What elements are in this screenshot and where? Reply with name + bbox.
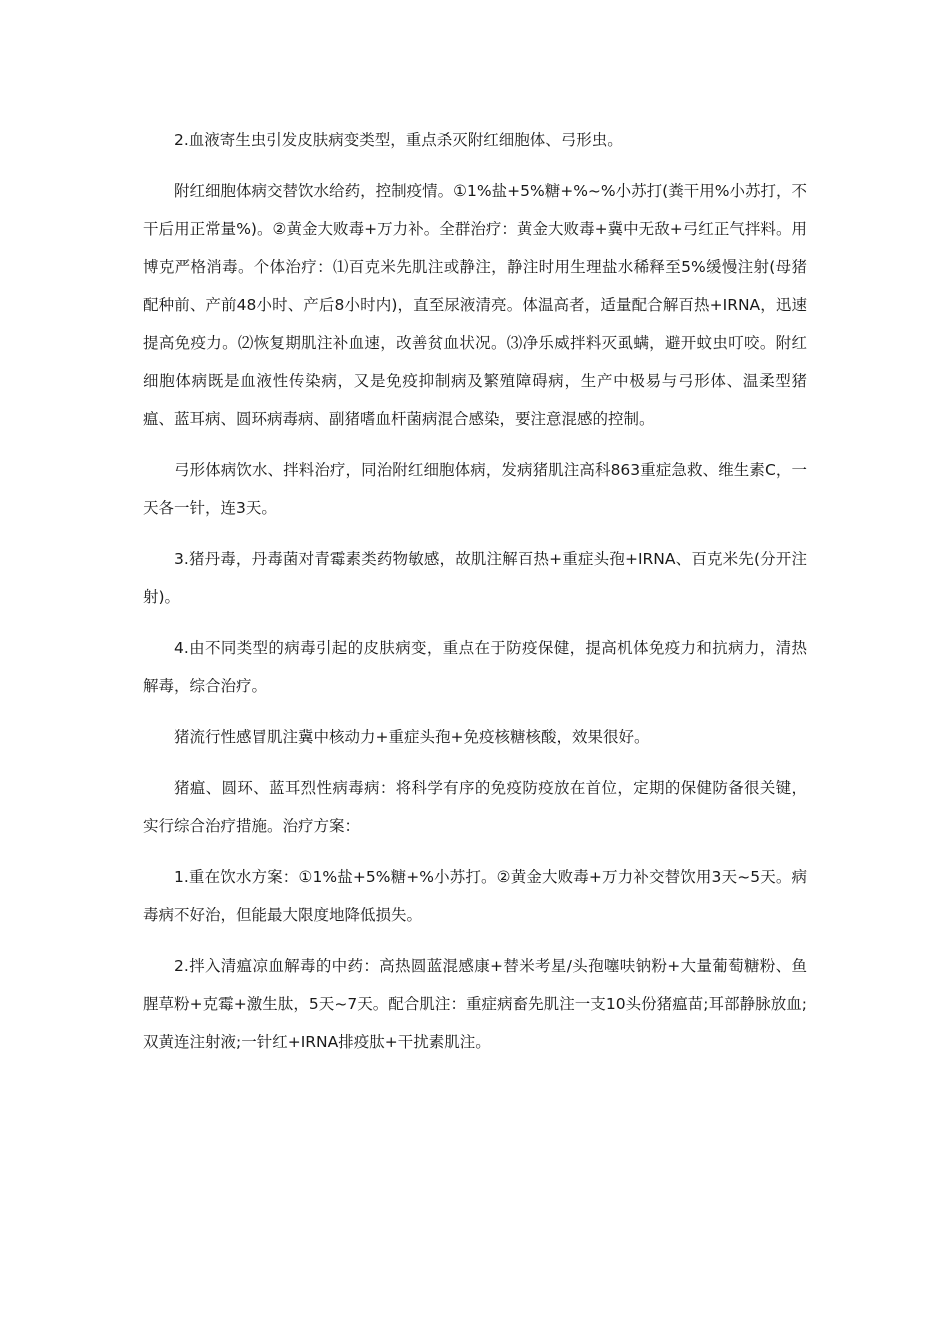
paragraph-eperythrozoon-treatment: 附红细胞体病交替饮水给药，控制疫情。①1%盐+5%糖+%~%小苏打(粪干用%小苏打，不干后用正常量%)。②黄金大败毒+万力补。全群治疗：黄金大败毒+冀中无敌+弓红正气拌料。用博克严格消毒。个体治疗：⑴百克米先肌注或静注，静注时用生理盐水稀释至5%缓慢注射(母猪配种前、产前48小时、产后8小时内)，直至尿液清亮。体温高者，适量配合解百热+IRNA，迅速提高免疫力。⑵恢复期肌注补血速，改善贫血状况。⑶净乐威拌料灭虱螨，避开蚊虫叮咬。附红细胞体病既是血液性传染病，又是免疫抑制病及繁殖障碍病，生产中极易与弓形体、温柔型猪瘟、蓝耳病、圆环病毒病、副猪嗜血杆菌病混合感染，要注意混感的控制。 (143, 182, 807, 428)
paragraph-swine-influenza: 猪流行性感冒肌注冀中核动力+重症头孢+免疫核糖核酸，效果很好。 (174, 728, 650, 746)
paragraph-blood-parasites: 2.血液寄生虫引发皮肤病变类型，重点杀灭附红细胞体、弓形虫。 (174, 131, 623, 149)
paragraph-viral-diseases-plan: 猪瘟、圆环、蓝耳烈性病毒病：将科学有序的免疫防疫放在首位，定期的保健防备很关键，实行综合治疗措施。治疗方案： (143, 779, 807, 835)
document-body (143, 121, 807, 1061)
paragraph-erysipelas: 3.猪丹毒，丹毒菌对青霉素类药物敏感，故肌注解百热+重症头孢+IRNA、百克米先(分开注射)。 (143, 550, 807, 606)
paragraph-herbal-feed-plan: 2.拌入清瘟凉血解毒的中药：高热圆蓝混感康+替米考星/头孢噻呋钠粉+大量葡萄糖粉、鱼腥草粉+克霉+激生肽，5天~7天。配合肌注：重症病畜先肌注一支10头份猪瘟苗;耳部静脉放血;双黄连注射液;一针红+IRNA排疫肽+干扰素肌注。 (143, 957, 807, 1051)
paragraph-drinking-water-plan: 1.重在饮水方案：①1%盐+5%糖+%小苏打。②黄金大败毒+万力补交替饮用3天~5天。病毒病不好治，但能最大限度地降低损失。 (143, 868, 807, 924)
paragraph-toxoplasma-treatment: 弓形体病饮水、拌料治疗，同治附红细胞体病，发病猪肌注高科863重症急救、维生素C，一天各一针，连3天。 (143, 461, 807, 517)
paragraph-viral-skin-lesions: 4.由不同类型的病毒引起的皮肤病变，重点在于防疫保健，提高机体免疫力和抗病力，清热解毒，综合治疗。 (143, 639, 807, 695)
